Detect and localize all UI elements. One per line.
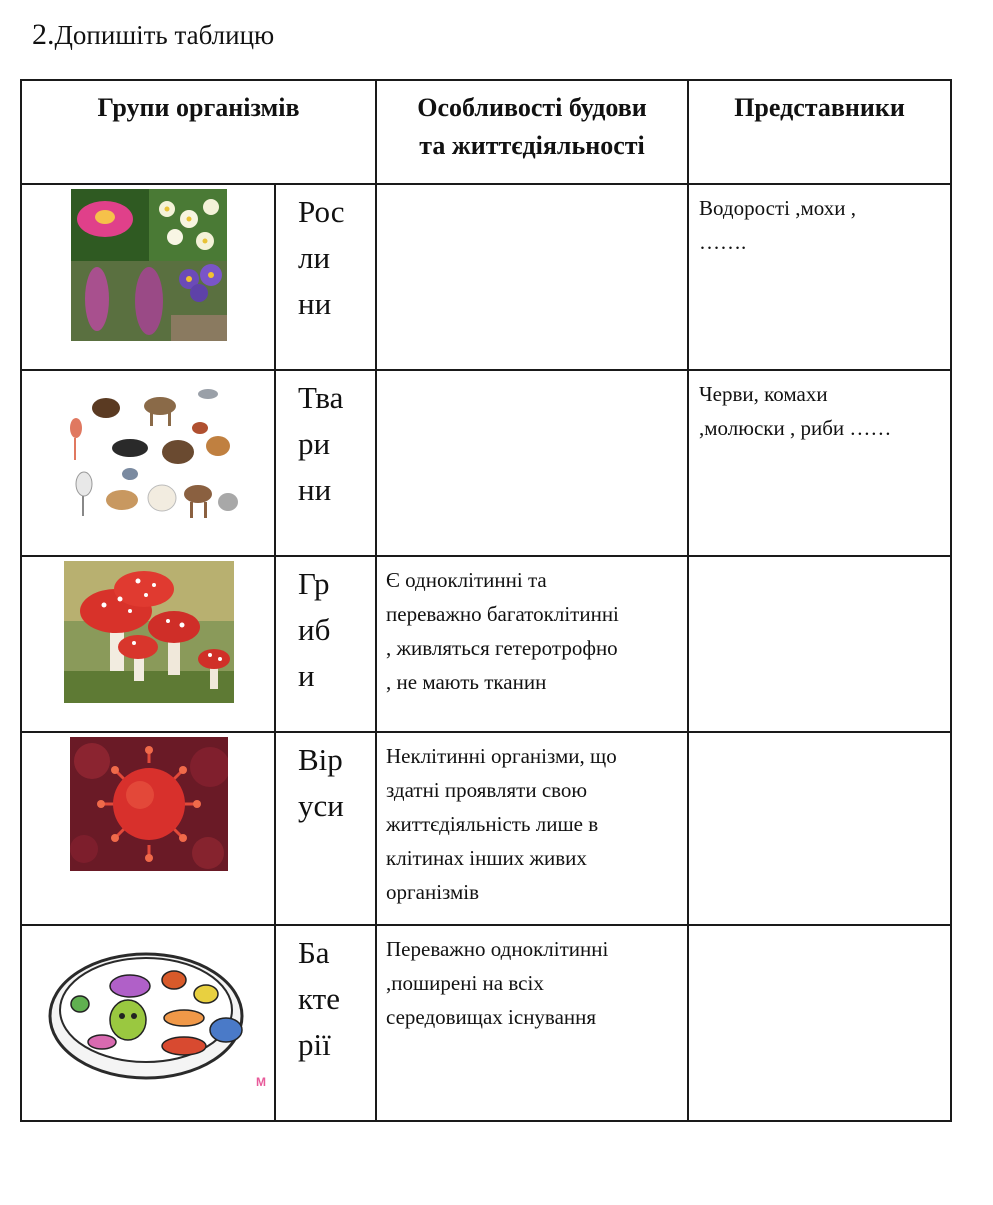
feature-line: Є одноклітинні та xyxy=(386,568,547,592)
rep-line: Водорості ,мохи , xyxy=(699,196,856,220)
features-cell-fungi[interactable] xyxy=(376,556,688,732)
organisms-table xyxy=(20,79,952,1122)
feature-line: , не мають тканин xyxy=(386,670,547,694)
name-line: Ба xyxy=(298,935,330,970)
header-representatives: Представники xyxy=(688,80,951,184)
name-line: уси xyxy=(298,788,344,823)
name-line: рії xyxy=(298,1027,331,1062)
header-features-line2: та життєдіяльності xyxy=(419,131,645,160)
name-line: Гр xyxy=(298,566,330,601)
name-line: ни xyxy=(298,286,332,321)
rep-line: ,молюски , риби …… xyxy=(699,416,892,440)
picture-cell xyxy=(21,925,275,1121)
features-cell-plants[interactable] xyxy=(376,184,688,370)
feature-line: організмів xyxy=(386,880,480,904)
virus-image xyxy=(70,737,228,871)
header-features xyxy=(376,80,688,184)
group-name-fungi xyxy=(275,556,376,732)
animals-collage xyxy=(58,376,240,526)
features-cell-bacteria[interactable] xyxy=(376,925,688,1121)
task-text: Допишіть таблицю xyxy=(54,20,275,50)
picture-cell xyxy=(21,732,275,925)
name-line: Рос xyxy=(298,194,345,229)
rep-line: ……. xyxy=(699,230,747,254)
header-groups: Групи організмів xyxy=(21,80,376,184)
mushrooms-photo xyxy=(64,561,234,703)
representatives-cell-fungi[interactable] xyxy=(688,556,951,732)
group-name-bacteria xyxy=(275,925,376,1121)
feature-line: клітинах інших живих xyxy=(386,846,587,870)
rep-line: Черви, комахи xyxy=(699,382,828,406)
representatives-cell-viruses[interactable] xyxy=(688,732,951,925)
name-line: ри xyxy=(298,426,331,461)
table-row xyxy=(21,556,951,732)
name-line: ли xyxy=(298,240,331,275)
svg-text:M: M xyxy=(256,1075,266,1089)
name-line: Вір xyxy=(298,742,343,777)
picture-cell xyxy=(21,370,275,556)
features-cell-viruses[interactable] xyxy=(376,732,688,925)
feature-line: середовищах існування xyxy=(386,1005,597,1029)
name-line: и xyxy=(298,658,315,693)
header-row xyxy=(21,80,951,184)
representatives-cell-bacteria[interactable] xyxy=(688,925,951,1121)
name-line: иб xyxy=(298,612,331,647)
feature-line: Неклітинні організми, що xyxy=(386,744,617,768)
representatives-cell-animals[interactable] xyxy=(688,370,951,556)
picture-cell xyxy=(21,184,275,370)
feature-line: ,поширені на всіх xyxy=(386,971,544,995)
plants-photo xyxy=(71,189,227,341)
table-row xyxy=(21,925,951,1121)
task-title xyxy=(32,14,274,56)
features-cell-animals[interactable] xyxy=(376,370,688,556)
feature-line: здатні проявляти свою xyxy=(386,778,588,802)
header-features-line1: Особливості будови xyxy=(417,93,647,122)
representatives-cell-plants[interactable] xyxy=(688,184,951,370)
group-name-plants xyxy=(275,184,376,370)
task-number: 2. xyxy=(32,18,55,51)
name-line: Тва xyxy=(298,380,344,415)
feature-line: життєдіяльність лише в xyxy=(386,812,599,836)
table-row xyxy=(21,184,951,370)
group-name-viruses xyxy=(275,732,376,925)
bacteria-petri-dish xyxy=(46,934,266,1094)
table-row xyxy=(21,732,951,925)
feature-line: , живляться гетеротрофно xyxy=(386,636,618,660)
name-line: кте xyxy=(298,981,340,1016)
picture-cell xyxy=(21,556,275,732)
feature-line: переважно багатоклітинні xyxy=(386,602,619,626)
feature-line: Переважно одноклітинні xyxy=(386,937,609,961)
table-row xyxy=(21,370,951,556)
name-line: ни xyxy=(298,472,332,507)
group-name-animals xyxy=(275,370,376,556)
